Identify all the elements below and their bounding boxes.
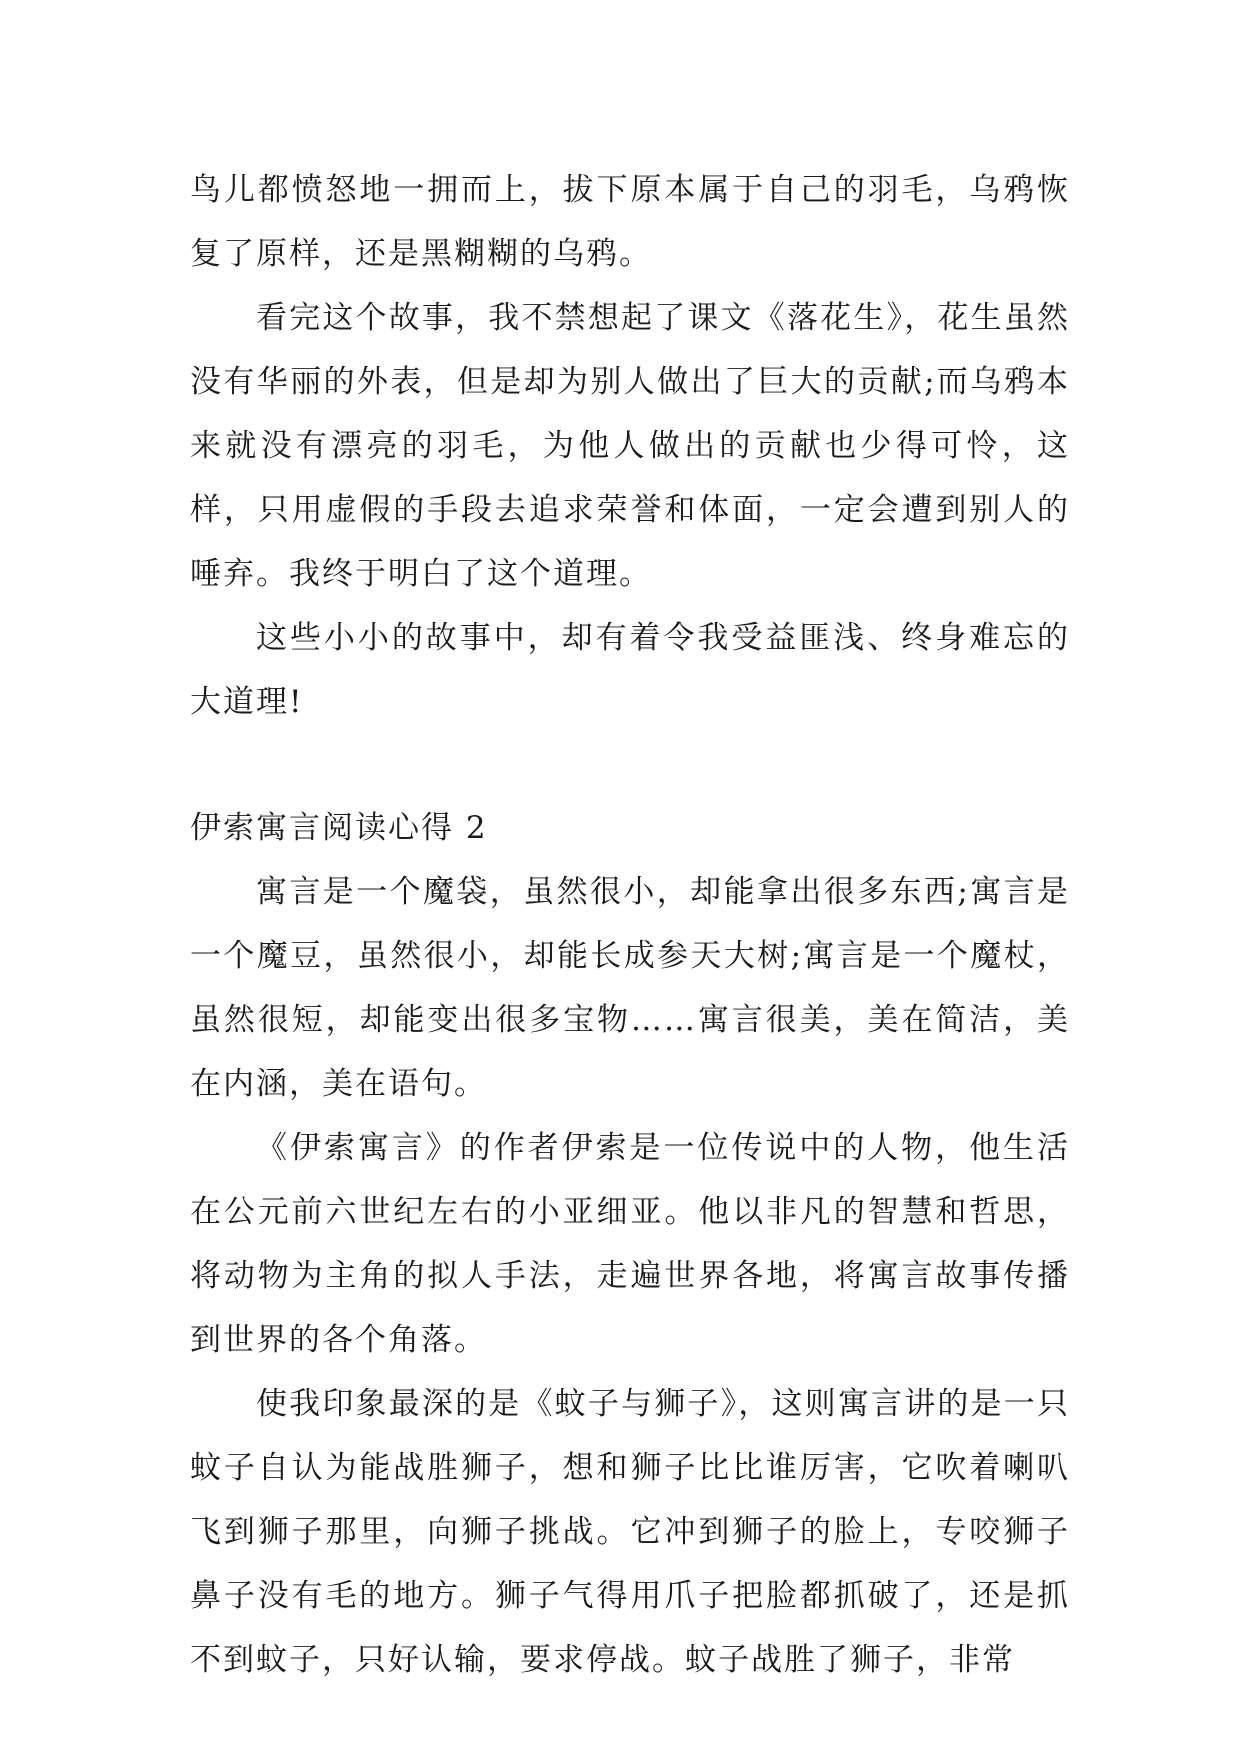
paragraph-mosquito-lion: 使我印象最深的是《蚊子与狮子》，这则寓言讲的是一只蚊子自认为能战胜狮子，想和狮子比比谁厉害，它吹着喇叭飞到狮子那里，向狮子挑战。它冲到狮子的脸上，专咬狮子鼻子没有毛的地方。狮子气得用爪子把脸都抓破了，还是抓不到蚊子，只好认输，要求停战。蚊子战胜了狮子，非常 bbox=[190, 1386, 1070, 1678]
paragraph-reflection: 看完这个故事，我不禁想起了课文《落花生》，花生虽然没有华丽的外表，但是却为别人做出了巨大的贡献;而乌鸦本来就没有漂亮的羽毛，为他人做出的贡献也少得可怜，这样，只用虚假的手段去追求荣誉和体面，一定会遭到别人的唾弃。我终于明白了这个道理。 bbox=[190, 300, 1070, 592]
paragraph-conclusion: 这些小小的故事中，却有着令我受益匪浅、终身难忘的大道理! bbox=[190, 620, 1070, 720]
paragraph-continuation: 鸟儿都愤怒地一拥而上，拔下原本属于自己的羽毛，乌鸦恢复了原样，还是黑糊糊的乌鸦。 bbox=[190, 172, 1070, 272]
paragraph-author: 《伊索寓言》的作者伊索是一位传说中的人物，他生活在公元前六世纪左右的小亚细亚。他以非凡的智慧和哲思，将动物为主角的拟人手法，走遍世界各地，将寓言故事传播到世界的各个角落。 bbox=[190, 1130, 1070, 1358]
paragraph-fable-intro: 寓言是一个魔袋，虽然很小，却能拿出很多东西;寓言是一个魔豆，虽然很小，却能长成参天大树;寓言是一个魔杖，虽然很短，却能变出很多宝物……寓言很美，美在简洁，美在内涵，美在语句。 bbox=[190, 874, 1070, 1102]
section-title: 伊索寓言阅读心得 2 bbox=[190, 810, 488, 846]
document-page bbox=[190, 158, 1070, 1692]
